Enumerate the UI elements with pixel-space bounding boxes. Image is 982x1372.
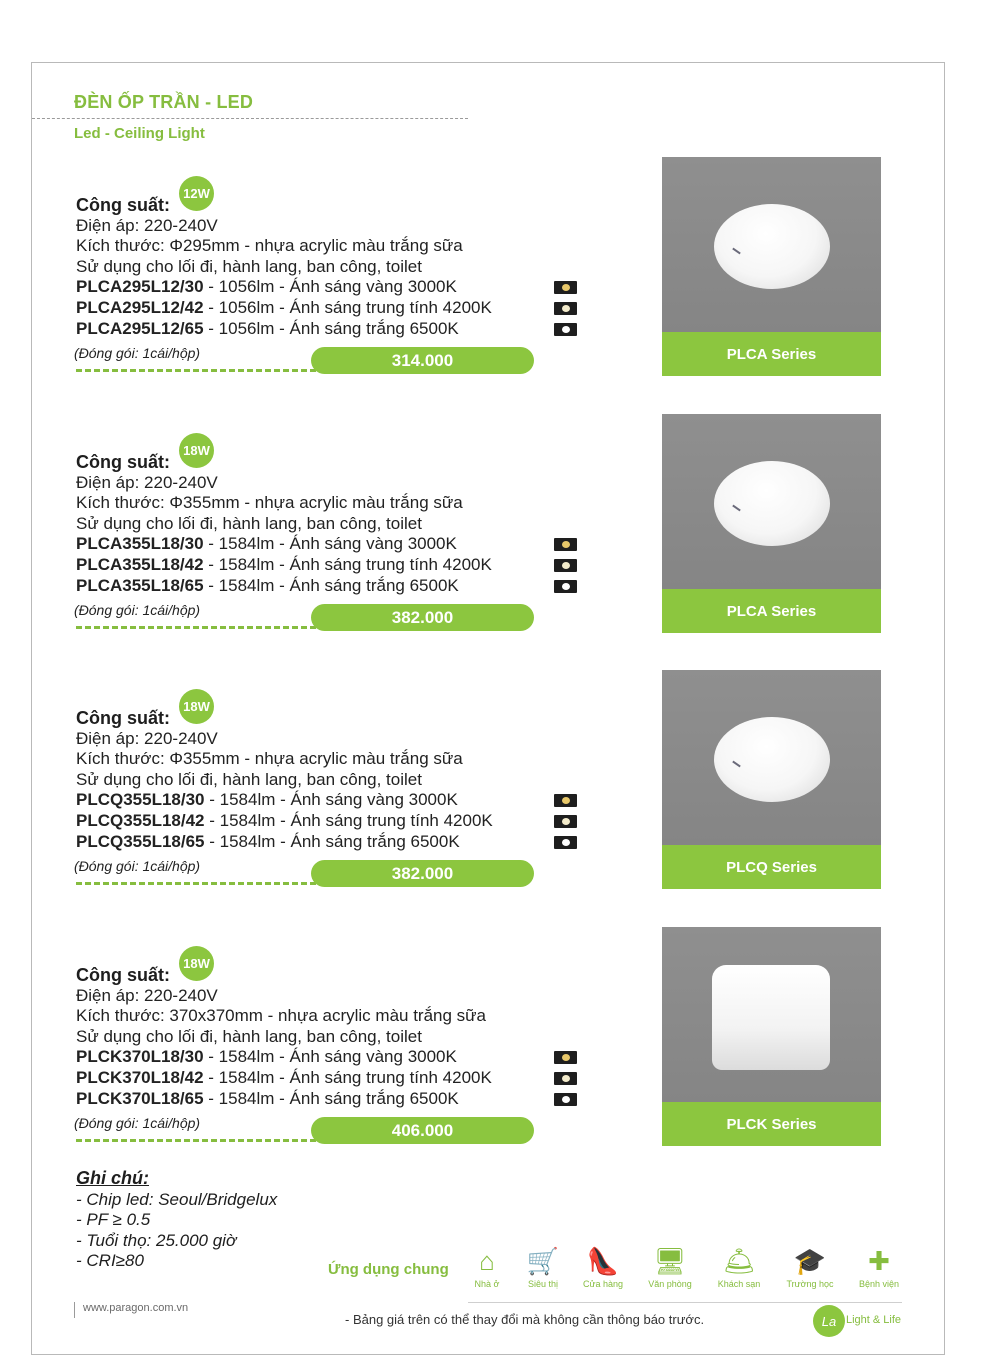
variant-desc: - 1584lm - Ánh sáng vàng 3000K — [204, 790, 458, 809]
application-item — [849, 1246, 909, 1289]
color-temp-dot — [562, 818, 570, 825]
variant-code: PLCQ355L18/65 — [76, 832, 205, 851]
variant-row — [76, 832, 460, 852]
voltage-text: Điện áp: 220-240V — [76, 473, 218, 492]
applications-divider — [468, 1302, 902, 1303]
variant-row — [76, 1089, 459, 1109]
dashed-divider — [76, 626, 316, 629]
packaging-text: (Đóng gói: 1cái/hộp) — [74, 345, 201, 361]
color-temp-swatch — [554, 1093, 577, 1106]
variant-code: PLCK370L18/65 — [76, 1089, 204, 1108]
variant-code: PLCA295L12/65 — [76, 319, 204, 338]
note-item: - PF ≥ 0.5 — [76, 1210, 151, 1229]
application-label: Khách sạn — [717, 1279, 761, 1289]
application-label: Trường học — [786, 1279, 834, 1289]
wattage-badge: 12W — [179, 176, 214, 211]
variant-code: PLCA355L18/42 — [76, 555, 204, 574]
size-text: Kích thước: Φ355mm - nhựa acrylic màu trắng sữa — [76, 493, 463, 512]
price-pill: 314.000 — [311, 347, 534, 374]
application-label: Văn phòng — [648, 1279, 692, 1289]
variant-row — [76, 1068, 492, 1088]
graduation-cap-icon: 🎓 — [793, 1245, 827, 1276]
variant-row — [76, 811, 493, 831]
variant-code: PLCA295L12/42 — [76, 298, 204, 317]
color-temp-swatch — [554, 323, 577, 336]
color-temp-dot — [562, 305, 570, 312]
price-pill: 406.000 — [311, 1117, 534, 1144]
product-block — [0, 414, 982, 654]
variant-code: PLCA355L18/30 — [76, 534, 204, 553]
note-item: - Tuổi thọ: 25.000 giờ — [76, 1231, 237, 1250]
application-label: Bệnh viện — [858, 1279, 900, 1289]
notes-title: Ghi chú: — [76, 1168, 149, 1188]
home-icon: ⌂ — [479, 1245, 495, 1276]
power-label: Công suất: — [76, 965, 170, 985]
variant-row — [76, 277, 457, 297]
note-item: - CRI≥80 — [76, 1251, 144, 1270]
round-lamp-image — [714, 204, 830, 289]
photo-background — [662, 414, 881, 589]
applications-label: Ứng dụng chung — [328, 1261, 449, 1278]
round-lamp-image — [714, 717, 830, 802]
color-temp-dot — [562, 326, 570, 333]
color-temp-dot — [562, 562, 570, 569]
photo-background — [662, 670, 881, 845]
color-temp-dot — [562, 797, 570, 804]
product-photo — [662, 157, 881, 376]
wattage-badge: 18W — [179, 946, 214, 981]
color-temp-dot — [562, 1096, 570, 1103]
variant-desc: - 1584lm - Ánh sáng trắng 6500K — [203, 1089, 459, 1108]
title-divider — [32, 118, 468, 119]
packaging-text: (Đóng gói: 1cái/hộp) — [74, 1115, 201, 1131]
color-temp-swatch — [554, 815, 577, 828]
photo-background — [662, 157, 881, 332]
power-label: Công suất: — [76, 452, 170, 472]
color-temp-dot — [562, 583, 570, 590]
color-temp-dot — [562, 839, 570, 846]
brand-logo: La — [813, 1305, 845, 1337]
variant-code: PLCQ355L18/42 — [76, 811, 205, 830]
application-label: Cửa hàng — [582, 1279, 624, 1289]
application-item — [780, 1246, 840, 1289]
voltage-text: Điện áp: 220-240V — [76, 729, 218, 748]
variant-desc: - 1584lm - Ánh sáng trung tính 4200K — [203, 555, 492, 574]
dashed-divider — [76, 1139, 316, 1142]
application-label: Siêu thị — [527, 1279, 559, 1289]
round-lamp-image — [714, 461, 830, 546]
note-item: - Chip led: Seoul/Bridgelux — [76, 1190, 278, 1209]
square-lamp-image — [712, 965, 830, 1070]
usage-text: Sử dụng cho lối đi, hành lang, ban công, toilet — [76, 257, 422, 276]
power-label: Công suất: — [76, 195, 170, 215]
power-label: Công suất: — [76, 708, 170, 728]
color-temp-swatch — [554, 1072, 577, 1085]
color-temp-swatch — [554, 580, 577, 593]
hospital-cross-icon: ✚ — [868, 1245, 890, 1276]
variant-desc: - 1584lm - Ánh sáng vàng 3000K — [203, 534, 457, 553]
color-temp-swatch — [554, 559, 577, 572]
color-temp-swatch — [554, 836, 577, 849]
wattage-badge: 18W — [179, 689, 214, 724]
series-caption: PLCA Series — [662, 332, 881, 376]
brand-tagline: Light & Life — [846, 1314, 902, 1326]
variant-desc: - 1584lm - Ánh sáng vàng 3000K — [203, 1047, 457, 1066]
product-photo — [662, 927, 881, 1146]
application-item — [640, 1246, 700, 1289]
size-text: Kích thước: Φ295mm - nhựa acrylic màu trắng sữa — [76, 236, 463, 255]
variant-row — [76, 319, 459, 339]
variant-row — [76, 534, 457, 554]
variant-code: PLCA355L18/65 — [76, 576, 204, 595]
color-temp-swatch — [554, 281, 577, 294]
usage-text: Sử dụng cho lối đi, hành lang, ban công, toilet — [76, 514, 422, 533]
size-text: Kích thước: 370x370mm - nhựa acrylic màu trắng sữa — [76, 1006, 487, 1025]
page-title: ĐÈN ỐP TRẦN - LED — [74, 92, 254, 112]
variant-desc: - 1056lm - Ánh sáng trắng 6500K — [203, 319, 459, 338]
page-subtitle: Led - Ceiling Light — [74, 125, 205, 142]
color-temp-swatch — [554, 538, 577, 551]
bellhop-icon: 🛎 — [722, 1245, 756, 1276]
packaging-text: (Đóng gói: 1cái/hộp) — [74, 602, 201, 618]
price-pill: 382.000 — [311, 604, 534, 631]
application-item — [513, 1246, 573, 1289]
application-item — [709, 1246, 769, 1289]
product-photo — [662, 670, 881, 889]
photo-background — [662, 927, 881, 1102]
variant-desc: - 1056lm - Ánh sáng vàng 3000K — [203, 277, 457, 296]
color-temp-dot — [562, 1054, 570, 1061]
series-caption: PLCK Series — [662, 1102, 881, 1146]
product-block — [0, 927, 982, 1167]
series-caption: PLCQ Series — [662, 845, 881, 889]
shopping-cart-icon: 🛒 — [526, 1245, 560, 1276]
product-block — [0, 670, 982, 910]
color-temp-swatch — [554, 794, 577, 807]
dashed-divider — [76, 882, 316, 885]
voltage-text: Điện áp: 220-240V — [76, 216, 218, 235]
color-temp-dot — [562, 541, 570, 548]
variant-row — [76, 555, 492, 575]
variant-desc: - 1584lm - Ánh sáng trung tính 4200K — [204, 811, 493, 830]
variant-code: PLCK370L18/42 — [76, 1068, 204, 1087]
color-temp-dot — [562, 1075, 570, 1082]
website-url: www.paragon.com.vn — [74, 1302, 188, 1318]
variant-row — [76, 790, 458, 810]
variant-desc: - 1584lm - Ánh sáng trung tính 4200K — [203, 1068, 492, 1087]
price-disclaimer: - Bảng giá trên có thể thay đổi mà không cần thông báo trước. — [345, 1312, 705, 1327]
product-photo — [662, 414, 881, 633]
variant-desc: - 1056lm - Ánh sáng trung tính 4200K — [203, 298, 492, 317]
computer-icon: 🖥 — [653, 1245, 687, 1276]
application-item — [573, 1246, 633, 1289]
wattage-badge: 18W — [179, 433, 214, 468]
variant-row — [76, 1047, 457, 1067]
usage-text: Sử dụng cho lối đi, hành lang, ban công, toilet — [76, 1027, 422, 1046]
application-label: Nhà ở — [474, 1279, 500, 1289]
color-temp-swatch — [554, 1051, 577, 1064]
variant-desc: - 1584lm - Ánh sáng trắng 6500K — [204, 832, 460, 851]
series-caption: PLCA Series — [662, 589, 881, 633]
variant-row — [76, 298, 492, 318]
high-heel-icon: 👠 — [586, 1245, 620, 1276]
application-item — [457, 1246, 517, 1289]
product-block — [0, 157, 982, 397]
voltage-text: Điện áp: 220-240V — [76, 986, 218, 1005]
color-temp-swatch — [554, 302, 577, 315]
variant-desc: - 1584lm - Ánh sáng trắng 6500K — [203, 576, 459, 595]
variant-code: PLCA295L12/30 — [76, 277, 204, 296]
color-temp-dot — [562, 284, 570, 291]
variant-row — [76, 576, 459, 596]
price-pill: 382.000 — [311, 860, 534, 887]
variant-code: PLCQ355L18/30 — [76, 790, 205, 809]
packaging-text: (Đóng gói: 1cái/hộp) — [74, 858, 201, 874]
variant-code: PLCK370L18/30 — [76, 1047, 204, 1066]
size-text: Kích thước: Φ355mm - nhựa acrylic màu trắng sữa — [76, 749, 463, 768]
usage-text: Sử dụng cho lối đi, hành lang, ban công, toilet — [76, 770, 422, 789]
dashed-divider — [76, 369, 316, 372]
